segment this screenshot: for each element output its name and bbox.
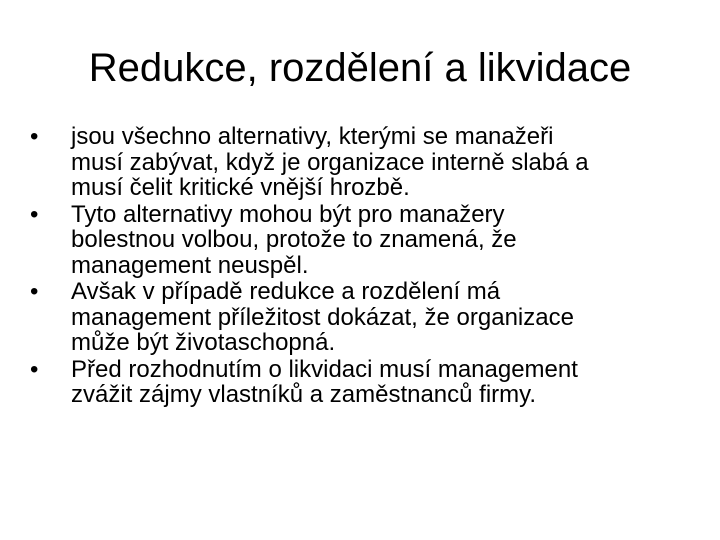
bullet-item (30, 202, 690, 279)
bullet-text-line: bolestnou volbou, protože to znamená, že (71, 226, 517, 253)
bullet-text-line: musí zabývat, když je organizace interně slabá a (71, 148, 589, 176)
bullet-item (30, 124, 690, 201)
bullet-text-line: jsou všechno alternativy, kterými se manažeři (71, 123, 554, 150)
bullet-text-line: zvážit zájmy vlastníků a zaměstnanců firmy. (71, 381, 537, 408)
bullet-item (30, 357, 690, 408)
bullet-text-line: musí čelit kritické vnější hrozbě. (71, 174, 410, 201)
bullet-text-line: management neuspěl. (71, 251, 309, 279)
bullet-list (30, 124, 690, 409)
bullet-icon: • (30, 278, 39, 305)
bullet-text-line: Tyto alternativy mohou být pro manažery (71, 200, 505, 228)
bullet-text-line: Avšak v případě redukce a rozdělení má (71, 278, 501, 305)
bullet-icon: • (30, 355, 39, 383)
bullet-text-line: Před rozhodnutím o likvidaci musí management (71, 355, 578, 383)
bullet-item (30, 279, 690, 356)
slide-title: Redukce, rozdělení a likvidace (88, 46, 632, 90)
bullet-icon: • (30, 123, 39, 150)
bullet-text-line: může být životaschopná. (71, 329, 336, 356)
bullet-text-line: management příležitost dokázat, že organizace (71, 303, 574, 331)
bullet-icon: • (30, 200, 39, 228)
